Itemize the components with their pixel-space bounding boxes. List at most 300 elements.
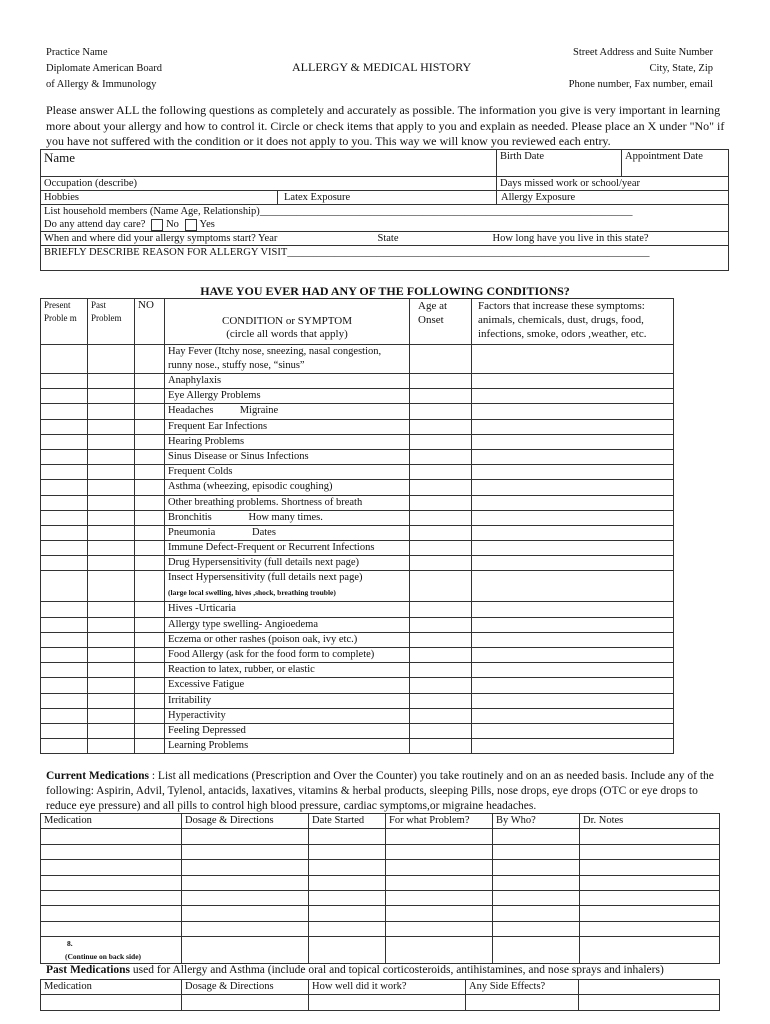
past-cell[interactable] [88,678,135,693]
row-8-number: 8. [67,939,73,949]
age-cell[interactable] [410,571,472,602]
med-cell[interactable] [182,860,309,875]
past-col-how-well-header: How well did it work? [309,980,466,995]
present-cell[interactable] [41,434,88,449]
latex-label: Latex Exposure [284,192,351,203]
condition-row [41,345,674,374]
continue-note: (Continue on back side) [65,952,142,962]
factors-cell[interactable] [472,632,674,647]
condition-row [41,556,674,571]
med-cell[interactable] [386,844,493,859]
past-cell[interactable] [88,556,135,571]
symptoms-start-label: When and where did your allergy symptoms start? Year [44,233,278,244]
past-med-cell[interactable] [182,995,309,1010]
no-cell[interactable] [135,693,165,708]
no-cell[interactable] [135,723,165,738]
present-cell[interactable] [41,648,88,663]
med-cell[interactable] [386,921,493,936]
condition-label: Irritability [168,694,212,706]
days-missed-field[interactable] [497,177,729,191]
past-cell[interactable] [88,663,135,678]
med-cell[interactable] [493,921,580,936]
factors-cell[interactable] [472,708,674,723]
factors-cell[interactable] [472,419,674,434]
med-cell[interactable] [41,829,182,844]
condition-label: Insect Hypersensitivity (full details next page) [168,572,363,584]
condition-cell[interactable] [165,495,410,510]
med-cell[interactable] [309,875,386,890]
present-cell[interactable] [41,708,88,723]
present-cell[interactable] [41,525,88,540]
no-cell[interactable] [135,465,165,480]
reason-field[interactable] [41,246,729,271]
past-cell[interactable] [88,419,135,434]
present-cell[interactable] [41,465,88,480]
no-cell[interactable] [135,602,165,617]
age-cell[interactable] [410,556,472,571]
no-cell[interactable] [135,404,165,419]
factors-cell[interactable] [472,556,674,571]
age-cell[interactable] [410,510,472,525]
condition-cell[interactable] [165,723,410,738]
condition-label: Other breathing problems. Shortness of breath [168,496,363,508]
med-cell[interactable] [41,844,182,859]
age-cell[interactable] [410,345,472,374]
med-row [41,860,720,875]
med-cell[interactable] [580,844,720,859]
no-cell[interactable] [135,708,165,723]
med-cell[interactable] [580,829,720,844]
med-cell[interactable] [386,875,493,890]
condition-cell[interactable] [165,419,410,434]
condition-cell[interactable] [165,404,410,419]
present-cell[interactable] [41,693,88,708]
col-condition-title: CONDITION or SYMPTOM [222,315,352,327]
med-row [41,844,720,859]
reason-label: BRIEFLY DESCRIBE REASON FOR ALLERGY VISIT_____________________________________________________________________ [44,247,650,258]
present-cell[interactable] [41,480,88,495]
col-present-header: Present Proble m [41,299,88,345]
age-cell[interactable] [410,617,472,632]
present-cell[interactable] [41,541,88,556]
symptoms-start-field[interactable] [41,232,729,246]
factors-cell[interactable] [472,374,674,389]
present-cell[interactable] [41,374,88,389]
allergy-exposure-label: Allergy Exposure [501,192,576,203]
med-cell[interactable] [182,844,309,859]
age-cell[interactable] [410,525,472,540]
state-label: State [377,233,399,244]
med-cell[interactable] [41,906,182,921]
household-field[interactable] [41,205,729,232]
condition-row [41,723,674,738]
occupation-field[interactable] [41,177,497,191]
med-row [41,829,720,844]
no-cell[interactable] [135,648,165,663]
present-cell[interactable] [41,632,88,647]
past-cell[interactable] [88,389,135,404]
past-cell[interactable] [88,632,135,647]
household-label: List household members (Name Age, Relationship)_______________________________________________________________________ [44,206,633,217]
age-cell[interactable] [410,541,472,556]
name-field[interactable] [41,150,497,177]
col-dosage-header: Dosage & Directions [182,814,309,829]
med-cell[interactable] [309,906,386,921]
past-cell[interactable] [88,739,135,754]
factors-cell[interactable] [472,617,674,632]
condition-label: Asthma (wheezing, episodic coughing) [168,481,333,493]
age-cell[interactable] [410,602,472,617]
med-row [41,921,720,936]
condition-label: Eczema or other rashes (poison oak, ivy etc.) [168,633,358,645]
factors-cell[interactable] [472,723,674,738]
past-cell[interactable] [88,708,135,723]
present-cell[interactable] [41,449,88,464]
col-medication-header: Medication [41,814,182,829]
past-med-cell[interactable] [466,995,579,1010]
med-cell[interactable] [182,875,309,890]
med-cell[interactable] [182,890,309,905]
condition-label: Headaches Migraine [168,405,279,417]
condition-cell[interactable] [165,678,410,693]
present-cell[interactable] [41,663,88,678]
no-cell[interactable] [135,345,165,374]
col-problem-header: For what Problem? [386,814,493,829]
no-cell[interactable] [135,525,165,540]
past-cell[interactable] [88,449,135,464]
condition-row [41,389,674,404]
past-meds-title: Past Medications [46,964,131,976]
condition-row [41,602,674,617]
med-cell[interactable] [580,890,720,905]
condition-cell[interactable] [165,525,410,540]
med-cell[interactable] [580,921,720,936]
no-cell[interactable] [135,449,165,464]
hobbies-label: Hobbies [44,192,79,203]
col-condition-subtitle: (circle all words that apply) [226,328,348,340]
factors-cell[interactable] [472,571,674,602]
past-cell[interactable] [88,510,135,525]
condition-row [41,663,674,678]
med-cell[interactable] [386,860,493,875]
factors-cell[interactable] [472,465,674,480]
factors-cell[interactable] [472,434,674,449]
factors-cell[interactable] [472,648,674,663]
condition-cell[interactable] [165,663,410,678]
med-cell[interactable] [41,921,182,936]
factors-cell[interactable] [472,693,674,708]
condition-label: Frequent Colds [168,466,233,478]
med-cell[interactable] [580,937,720,964]
condition-cell[interactable] [165,617,410,632]
past-col-side-header: Any Side Effects? [466,980,579,995]
hobbies-field[interactable] [41,191,278,205]
no-cell[interactable] [135,541,165,556]
condition-row [41,449,674,464]
condition-label: Excessive Fatigue [168,679,245,691]
page-title: ALLERGY & MEDICAL HISTORY [292,60,472,74]
condition-cell[interactable] [165,434,410,449]
present-cell[interactable] [41,602,88,617]
condition-label: Immune Defect-Frequent or Recurrent Infections [168,542,375,554]
present-cell[interactable] [41,495,88,510]
board-line-2: of Allergy & Immunology [46,79,157,90]
med-cell[interactable] [182,921,309,936]
factors-cell[interactable] [472,739,674,754]
past-cell[interactable] [88,404,135,419]
past-cell[interactable] [88,541,135,556]
no-cell[interactable] [135,510,165,525]
factors-cell[interactable] [472,602,674,617]
no-cell[interactable] [135,617,165,632]
age-cell[interactable] [410,723,472,738]
med-cell[interactable] [309,860,386,875]
address-block [569,45,713,93]
condition-row [41,678,674,693]
past-cell[interactable] [88,345,135,374]
med-cell[interactable] [386,890,493,905]
present-cell[interactable] [41,571,88,602]
age-cell[interactable] [410,708,472,723]
condition-label: Hay Fever (Itchy nose, sneezing, nasal congestion, runny nose., stuffy nose, “sinus” [168,346,384,371]
no-cell[interactable] [135,389,165,404]
condition-cell[interactable] [165,510,410,525]
col-notes-header: Dr. Notes [580,814,720,829]
past-cell[interactable] [88,723,135,738]
med-cell[interactable] [386,829,493,844]
med-cell[interactable] [309,921,386,936]
past-cell[interactable] [88,602,135,617]
med-cell[interactable] [309,829,386,844]
patient-info-table [40,149,729,271]
condition-row [41,419,674,434]
condition-cell[interactable] [165,571,410,602]
med-row [41,906,720,921]
occupation-label: Occupation (describe) [44,178,137,189]
latex-field[interactable] [278,191,497,205]
daycare-yes-checkbox[interactable] [185,219,197,231]
past-cell[interactable] [88,495,135,510]
condition-label: Hives -Urticaria [168,603,236,615]
age-cell[interactable] [410,404,472,419]
med-cell[interactable] [386,937,493,964]
no-cell[interactable] [135,571,165,602]
age-cell[interactable] [410,419,472,434]
condition-row [41,374,674,389]
no-cell[interactable] [135,632,165,647]
med-cell[interactable] [580,906,720,921]
med-cell[interactable] [493,937,580,964]
age-cell[interactable] [410,480,472,495]
past-cell[interactable] [88,571,135,602]
condition-row [41,434,674,449]
past-cell[interactable] [88,374,135,389]
factors-cell[interactable] [472,389,674,404]
condition-cell[interactable] [165,556,410,571]
age-cell[interactable] [410,632,472,647]
med-cell[interactable] [41,875,182,890]
no-cell[interactable] [135,374,165,389]
condition-cell[interactable] [165,693,410,708]
present-cell[interactable] [41,345,88,374]
med-cell[interactable] [493,906,580,921]
current-meds-intro [46,769,726,814]
condition-row [41,404,674,419]
no-cell[interactable] [135,739,165,754]
condition-cell[interactable] [165,345,410,374]
present-cell[interactable] [41,389,88,404]
birth-date-label: Birth Date [500,151,545,162]
col-factors-header: Factors that increase these symptoms: animals, chemicals, dust, drugs, food, infections, smoke, odors ,weather, etc. [472,299,674,345]
past-cell[interactable] [88,693,135,708]
age-cell[interactable] [410,678,472,693]
condition-cell[interactable] [165,708,410,723]
med-cell[interactable] [182,829,309,844]
present-cell[interactable] [41,419,88,434]
med-cell[interactable] [41,890,182,905]
insect-note: (large local swelling, hives ,shock, breathing trouble) [168,588,336,598]
allergy-exposure-field[interactable] [497,191,729,205]
no-cell[interactable] [135,480,165,495]
factors-cell[interactable] [472,495,674,510]
no-cell[interactable] [135,663,165,678]
past-med-cell[interactable] [579,995,720,1010]
past-meds-intro [46,964,664,976]
condition-row [41,495,674,510]
daycare-no-checkbox[interactable] [151,219,163,231]
factors-cell[interactable] [472,541,674,556]
daycare-yes-label: Yes [199,219,215,230]
age-cell[interactable] [410,449,472,464]
condition-row [41,708,674,723]
factors-cell[interactable] [472,525,674,540]
daycare-label: Do any attend day care? [44,219,146,230]
condition-cell[interactable] [165,632,410,647]
no-cell[interactable] [135,434,165,449]
factors-cell[interactable] [472,345,674,374]
age-cell[interactable] [410,465,472,480]
present-cell[interactable] [41,556,88,571]
present-cell[interactable] [41,723,88,738]
factors-cell[interactable] [472,663,674,678]
condition-cell[interactable] [165,389,410,404]
current-meds-text: : List all medications (Prescription and Over the Counter) you take routinely and on an as needed basis. Include any of the following: Aspirin, Advil, Tylenol, antacids, laxatives, vitamins & herbal products, sleeping Pills, nose drops, eye drops (OTC or eye drops to reduce eye pressure) and all pills to control high blood pressure, cardiac symptoms,or migraine headaches. [46,770,714,812]
med-cell[interactable] [386,906,493,921]
condition-label: Drug Hypersensitivity (full details next page) [168,557,359,569]
condition-label: Allergy type swelling- Angioedema [168,618,318,630]
age-cell[interactable] [410,648,472,663]
days-missed-label: Days missed work or school/year [500,178,640,189]
age-cell[interactable] [410,693,472,708]
med-cell[interactable] [493,860,580,875]
no-cell[interactable] [135,419,165,434]
condition-row [41,632,674,647]
med-cell[interactable] [309,937,386,964]
address-line-3: Phone number, Fax number, email [568,79,713,90]
present-cell[interactable] [41,510,88,525]
col-past-header: Past Problem [88,299,135,345]
med-cell[interactable] [493,890,580,905]
birth-date-field[interactable] [497,150,622,177]
present-cell[interactable] [41,617,88,632]
col-date-header: Date Started [309,814,386,829]
condition-row [41,648,674,663]
past-cell[interactable] [88,465,135,480]
intro-text: Please answer ALL the following questions as completely and accurately as possible. The information you give is very important in learning more about your allergy and how to control it. Circle or check items that apply to you and explain as needed. Please place an X under "No" if you have not suffered with the condition or it does not apply to you. This way we will know you reviewed each entry. [46,103,725,148]
condition-cell[interactable] [165,465,410,480]
condition-cell[interactable] [165,480,410,495]
no-cell[interactable] [135,495,165,510]
med-cell[interactable] [182,937,309,964]
factors-cell[interactable] [472,510,674,525]
appointment-date-label: Appointment Date [625,151,703,162]
present-cell[interactable] [41,678,88,693]
med-row-8-label[interactable] [41,937,182,964]
practice-block [46,45,162,93]
med-cell[interactable] [182,906,309,921]
condition-row [41,571,674,602]
present-cell[interactable] [41,739,88,754]
age-cell[interactable] [410,663,472,678]
past-col-blank-header [579,980,720,995]
med-cell[interactable] [493,829,580,844]
factors-cell[interactable] [472,480,674,495]
past-med-cell[interactable] [41,995,182,1010]
address-line-2: City, State, Zip [649,63,713,74]
condition-cell[interactable] [165,739,410,754]
age-cell[interactable] [410,739,472,754]
past-cell[interactable] [88,617,135,632]
past-med-cell[interactable] [309,995,466,1010]
condition-row [41,465,674,480]
age-cell[interactable] [410,495,472,510]
condition-label: Sinus Disease or Sinus Infections [168,450,309,462]
present-cell[interactable] [41,404,88,419]
condition-row [41,617,674,632]
med-cell[interactable] [41,860,182,875]
past-cell[interactable] [88,525,135,540]
factors-cell[interactable] [472,449,674,464]
no-cell[interactable] [135,678,165,693]
med-cell[interactable] [309,844,386,859]
condition-cell[interactable] [165,541,410,556]
age-cell[interactable] [410,434,472,449]
condition-cell[interactable] [165,449,410,464]
condition-label: Food Allergy (ask for the food form to complete) [168,649,375,660]
daycare-no-label: No [166,219,179,230]
med-cell[interactable] [493,875,580,890]
age-cell[interactable] [410,389,472,404]
age-cell[interactable] [410,374,472,389]
factors-cell[interactable] [472,404,674,419]
med-cell[interactable] [493,844,580,859]
col-no-header: NO [135,299,165,345]
condition-cell[interactable] [165,648,410,663]
med-cell[interactable] [309,890,386,905]
med-cell[interactable] [580,860,720,875]
past-cell[interactable] [88,648,135,663]
past-cell[interactable] [88,480,135,495]
past-cell[interactable] [88,434,135,449]
med-cell[interactable] [580,875,720,890]
factors-cell[interactable] [472,678,674,693]
condition-label: Frequent Ear Infections [168,420,268,432]
condition-cell[interactable] [165,374,410,389]
no-cell[interactable] [135,556,165,571]
appointment-date-field[interactable] [622,150,729,177]
condition-cell[interactable] [165,602,410,617]
condition-label: Eye Allergy Problems [168,390,261,402]
